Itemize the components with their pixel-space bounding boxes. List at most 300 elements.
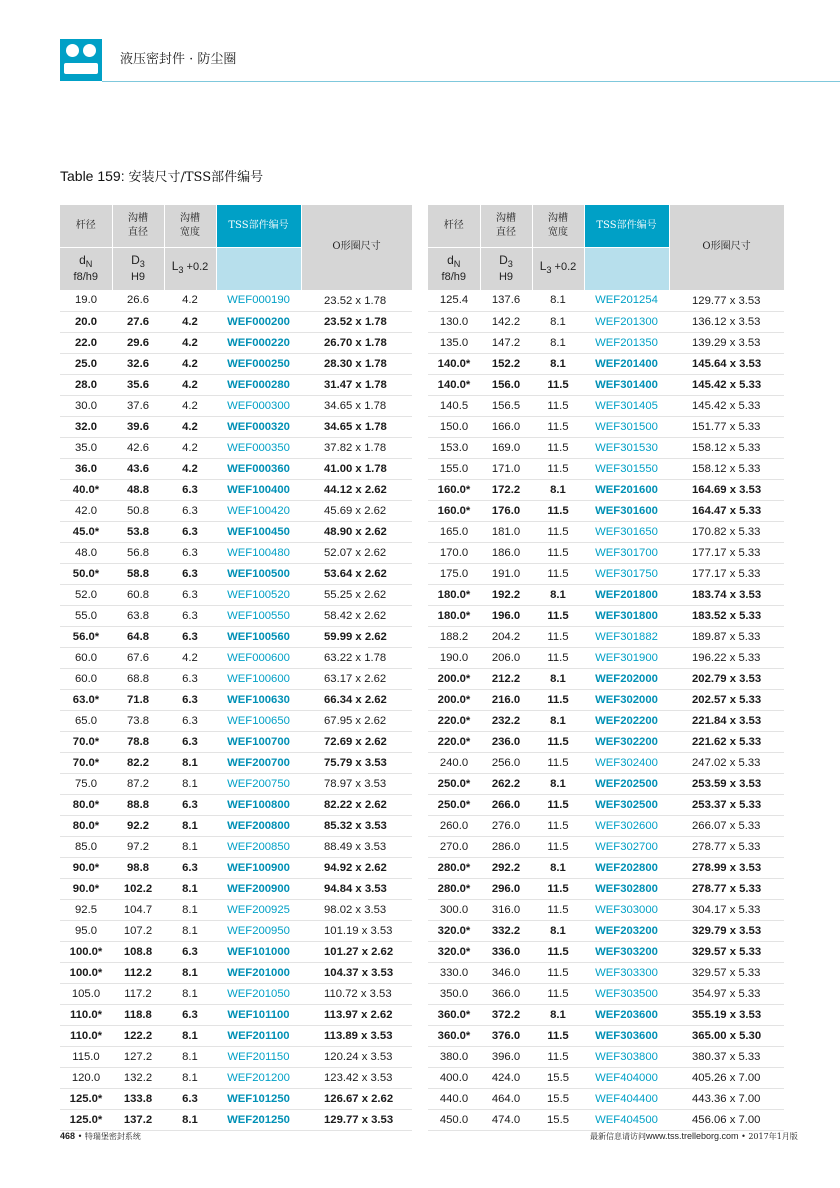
groove-diameter-cell: 42.6 [112,437,164,458]
oring-size-cell: 355.19 x 3.53 [669,1004,784,1025]
rod-diameter-cell: 220.0* [428,710,480,731]
groove-diameter-cell: 29.6 [112,332,164,353]
table-row [428,1067,784,1088]
oring-size-cell: 129.77 x 3.53 [669,290,784,311]
part-number-cell: WEF303000 [584,899,669,920]
groove-diameter-cell: 98.8 [112,857,164,878]
groove-diameter-cell: 152.2 [480,353,532,374]
groove-diameter-cell: 58.8 [112,563,164,584]
part-number-cell: WEF101000 [216,941,301,962]
rod-diameter-cell: 110.0* [60,1025,112,1046]
rod-diameter-cell: 240.0 [428,752,480,773]
rod-diameter-cell: 280.0* [428,857,480,878]
rod-diameter-cell: 320.0* [428,941,480,962]
oring-size-cell: 365.00 x 5.30 [669,1025,784,1046]
table-row [428,584,784,605]
rod-diameter-cell: 400.0 [428,1067,480,1088]
groove-width-cell: 8.1 [532,857,584,878]
oring-size-cell: 443.36 x 7.00 [669,1088,784,1109]
groove-diameter-cell: 37.6 [112,395,164,416]
rod-diameter-cell: 63.0* [60,689,112,710]
groove-width-cell: 4.2 [164,437,216,458]
part-number-cell: WEF201300 [584,311,669,332]
groove-diameter-cell: 366.0 [480,983,532,1004]
groove-width-cell: 11.5 [532,374,584,395]
part-number-cell: WEF201000 [216,962,301,983]
part-number-cell: WEF201050 [216,983,301,1004]
table-row [428,878,784,899]
oring-size-cell: 63.17 x 2.62 [301,668,412,689]
groove-diameter-cell: 108.8 [112,941,164,962]
oring-size-cell: 75.79 x 3.53 [301,752,412,773]
table-row [60,773,412,794]
table-row [60,290,412,311]
table-row [428,521,784,542]
rod-diameter-cell: 60.0 [60,647,112,668]
groove-width-cell: 6.3 [164,626,216,647]
oring-size-cell: 221.84 x 3.53 [669,710,784,731]
rod-diameter-cell: 160.0* [428,479,480,500]
oring-size-cell: 354.97 x 5.33 [669,983,784,1004]
table-row [60,941,412,962]
table-row [60,710,412,731]
part-number-cell: WEF202200 [584,710,669,731]
oring-size-cell: 85.32 x 3.53 [301,815,412,836]
groove-width-cell: 8.1 [532,584,584,605]
groove-width-cell: 11.5 [532,437,584,458]
part-number-cell: WEF201350 [584,332,669,353]
table-row [428,458,784,479]
oring-size-cell: 329.57 x 5.33 [669,941,784,962]
col-tss-blank [216,248,301,291]
part-number-cell: WEF404400 [584,1088,669,1109]
part-number-cell: WEF100450 [216,521,301,542]
rod-diameter-cell: 320.0* [428,920,480,941]
oring-size-cell: 158.12 x 5.33 [669,437,784,458]
oring-size-cell: 278.99 x 3.53 [669,857,784,878]
part-number-cell: WEF301900 [584,647,669,668]
oring-size-cell: 151.77 x 5.33 [669,416,784,437]
table-caption [60,166,263,185]
part-number-cell: WEF100900 [216,857,301,878]
groove-width-cell: 8.1 [164,773,216,794]
groove-diameter-cell: 137.6 [480,290,532,311]
col-l3-symbol: $L_3 +0.2$ [164,248,216,291]
groove-width-cell: 11.5 [532,689,584,710]
rod-diameter-cell: 50.0* [60,563,112,584]
oring-size-cell: 123.42 x 3.53 [301,1067,412,1088]
table-row [60,395,412,416]
table-row [60,920,412,941]
groove-width-cell: 8.1 [164,1025,216,1046]
rod-diameter-cell: 360.0* [428,1025,480,1046]
groove-width-cell: 6.3 [164,521,216,542]
oring-size-cell: 189.87 x 5.33 [669,626,784,647]
groove-width-cell: 11.5 [532,941,584,962]
groove-diameter-cell: 73.8 [112,710,164,731]
rod-diameter-cell: 360.0* [428,1004,480,1025]
groove-width-cell: 6.3 [164,857,216,878]
groove-diameter-cell: 336.0 [480,941,532,962]
table-row [428,1046,784,1067]
part-number-cell: WEF202800 [584,857,669,878]
oring-size-cell: 55.25 x 2.62 [301,584,412,605]
groove-diameter-cell: 464.0 [480,1088,532,1109]
table-row [60,1046,412,1067]
table-row [60,500,412,521]
groove-width-cell: 8.1 [164,878,216,899]
rod-diameter-cell: 32.0 [60,416,112,437]
oring-size-cell: 31.47 x 1.78 [301,374,412,395]
table-row [428,395,784,416]
rod-diameter-cell: 92.5 [60,899,112,920]
oring-size-cell: 94.84 x 3.53 [301,878,412,899]
part-number-cell: WEF301800 [584,605,669,626]
oring-size-cell: 78.97 x 3.53 [301,773,412,794]
rod-diameter-cell: 440.0 [428,1088,480,1109]
oring-size-cell: 145.42 x 5.33 [669,395,784,416]
groove-diameter-cell: 191.0 [480,563,532,584]
part-number-cell: WEF000280 [216,374,301,395]
oring-size-cell: 405.26 x 7.00 [669,1067,784,1088]
groove-diameter-cell: 127.2 [112,1046,164,1067]
groove-width-cell: 11.5 [532,752,584,773]
groove-width-cell: 6.3 [164,731,216,752]
installation-table-right [428,205,785,1131]
part-number-cell: WEF301600 [584,500,669,521]
groove-diameter-cell: 63.8 [112,605,164,626]
rod-diameter-cell: 100.0* [60,962,112,983]
col-dn-symbol: $d_N$ f8/h9 [428,248,480,291]
groove-width-cell: 4.2 [164,458,216,479]
oring-size-cell: 170.82 x 5.33 [669,521,784,542]
oring-size-cell: 145.42 x 5.33 [669,374,784,395]
table-row [60,605,412,626]
col-oring-size: O形圈尺寸 [669,205,784,290]
groove-diameter-cell: 204.2 [480,626,532,647]
part-number-cell: WEF100420 [216,500,301,521]
table-row [428,374,784,395]
groove-diameter-cell: 48.8 [112,479,164,500]
col-oring-size: O形圈尺寸 [301,205,412,290]
table-row [60,836,412,857]
table-row [60,584,412,605]
rod-diameter-cell: 175.0 [428,563,480,584]
groove-diameter-cell: 171.0 [480,458,532,479]
part-number-cell: WEF000220 [216,332,301,353]
table-row [428,647,784,668]
groove-diameter-cell: 147.2 [480,332,532,353]
rod-diameter-cell: 70.0* [60,752,112,773]
part-number-cell: WEF303600 [584,1025,669,1046]
rod-diameter-cell: 40.0* [60,479,112,500]
groove-diameter-cell: 78.8 [112,731,164,752]
groove-width-cell: 6.3 [164,689,216,710]
rod-diameter-cell: 135.0 [428,332,480,353]
oring-size-cell: 247.02 x 5.33 [669,752,784,773]
table-row [60,479,412,500]
groove-width-cell: 11.5 [532,836,584,857]
groove-diameter-cell: 166.0 [480,416,532,437]
part-number-cell: WEF200700 [216,752,301,773]
part-number-cell: WEF200925 [216,899,301,920]
page-number: 468 [60,1131,76,1141]
oring-size-cell: 202.79 x 3.53 [669,668,784,689]
groove-width-cell: 11.5 [532,395,584,416]
groove-diameter-cell: 82.2 [112,752,164,773]
oring-size-cell: 94.92 x 2.62 [301,857,412,878]
rod-diameter-cell: 90.0* [60,878,112,899]
groove-width-cell: 8.1 [164,983,216,1004]
part-number-cell: WEF101250 [216,1088,301,1109]
part-number-cell: WEF201600 [584,479,669,500]
table-caption-label: 安装尺寸/TSS部件编号 [128,170,264,185]
part-number-cell: WEF301550 [584,458,669,479]
groove-diameter-cell: 276.0 [480,815,532,836]
groove-width-cell: 6.3 [164,584,216,605]
table-row [428,311,784,332]
groove-diameter-cell: 137.2 [112,1109,164,1130]
part-number-cell: WEF302400 [584,752,669,773]
groove-width-cell: 11.5 [532,626,584,647]
oring-size-cell: 72.69 x 2.62 [301,731,412,752]
part-number-cell: WEF200850 [216,836,301,857]
rod-diameter-cell: 220.0* [428,731,480,752]
col-d3-symbol: $D_3$ H9 [112,248,164,291]
footer-url[interactable]: www.tss.trelleborg.com [646,1131,739,1141]
part-number-cell: WEF201200 [216,1067,301,1088]
oring-size-cell: 34.65 x 1.78 [301,395,412,416]
oring-size-cell: 59.99 x 2.62 [301,626,412,647]
groove-width-cell: 11.5 [532,1025,584,1046]
groove-diameter-cell: 117.2 [112,983,164,1004]
rod-diameter-cell: 25.0 [60,353,112,374]
table-row [428,290,784,311]
table-row [428,899,784,920]
table-row [60,311,412,332]
col-d3-symbol: $D_3$ H9 [480,248,532,291]
groove-width-cell: 8.1 [532,710,584,731]
groove-diameter-cell: 88.8 [112,794,164,815]
groove-diameter-cell: 232.2 [480,710,532,731]
part-number-cell: WEF301700 [584,542,669,563]
part-number-cell: WEF302500 [584,794,669,815]
oring-size-cell: 44.12 x 2.62 [301,479,412,500]
rod-diameter-cell: 125.4 [428,290,480,311]
part-number-cell: WEF000350 [216,437,301,458]
oring-size-cell: 329.79 x 3.53 [669,920,784,941]
groove-diameter-cell: 118.8 [112,1004,164,1025]
oring-size-cell: 221.62 x 5.33 [669,731,784,752]
table-row [428,815,784,836]
col-rod-diameter: 杆径 [428,205,480,248]
groove-width-cell: 15.5 [532,1109,584,1130]
groove-width-cell: 4.2 [164,416,216,437]
groove-diameter-cell: 292.2 [480,857,532,878]
rod-diameter-cell: 19.0 [60,290,112,311]
part-number-cell: WEF000600 [216,647,301,668]
groove-diameter-cell: 316.0 [480,899,532,920]
oring-size-cell: 278.77 x 5.33 [669,878,784,899]
col-tss-blank [584,248,669,291]
table-row [60,542,412,563]
table-row [60,752,412,773]
rod-diameter-cell: 115.0 [60,1046,112,1067]
rod-diameter-cell: 170.0 [428,542,480,563]
oring-size-cell: 58.42 x 2.62 [301,605,412,626]
groove-width-cell: 4.2 [164,311,216,332]
groove-width-cell: 6.3 [164,668,216,689]
part-number-cell: WEF201250 [216,1109,301,1130]
rod-diameter-cell: 35.0 [60,437,112,458]
part-number-cell: WEF100800 [216,794,301,815]
groove-diameter-cell: 256.0 [480,752,532,773]
table-row [428,353,784,374]
groove-diameter-cell: 133.8 [112,1088,164,1109]
groove-width-cell: 11.5 [532,899,584,920]
groove-width-cell: 8.1 [532,1004,584,1025]
table-row [60,332,412,353]
groove-diameter-cell: 156.0 [480,374,532,395]
groove-diameter-cell: 102.2 [112,878,164,899]
table-row [428,332,784,353]
rod-diameter-cell: 28.0 [60,374,112,395]
groove-width-cell: 6.3 [164,941,216,962]
groove-diameter-cell: 186.0 [480,542,532,563]
groove-diameter-cell: 332.2 [480,920,532,941]
groove-width-cell: 6.3 [164,1088,216,1109]
rod-diameter-cell: 140.0* [428,374,480,395]
col-tss-part-number: TSS部件编号 [216,205,301,248]
groove-width-cell: 4.2 [164,290,216,311]
part-number-cell: WEF302200 [584,731,669,752]
rod-diameter-cell: 165.0 [428,521,480,542]
col-groove-width: 沟槽 宽度 [164,205,216,248]
groove-diameter-cell: 27.6 [112,311,164,332]
col-groove-diameter: 沟槽 直径 [480,205,532,248]
header-divider [102,81,840,82]
oring-size-cell: 113.89 x 3.53 [301,1025,412,1046]
groove-diameter-cell: 156.5 [480,395,532,416]
groove-diameter-cell: 169.0 [480,437,532,458]
groove-diameter-cell: 176.0 [480,500,532,521]
groove-diameter-cell: 53.8 [112,521,164,542]
table-row [428,773,784,794]
part-number-cell: WEF301500 [584,416,669,437]
groove-width-cell: 15.5 [532,1088,584,1109]
groove-diameter-cell: 60.8 [112,584,164,605]
groove-diameter-cell: 132.2 [112,1067,164,1088]
part-number-cell: WEF404000 [584,1067,669,1088]
part-number-cell: WEF301405 [584,395,669,416]
table-row [428,710,784,731]
rod-diameter-cell: 450.0 [428,1109,480,1130]
oring-size-cell: 110.72 x 3.53 [301,983,412,1004]
rod-diameter-cell: 160.0* [428,500,480,521]
part-number-cell: WEF200950 [216,920,301,941]
oring-size-cell: 34.65 x 1.78 [301,416,412,437]
oring-size-cell: 253.59 x 3.53 [669,773,784,794]
groove-diameter-cell: 26.6 [112,290,164,311]
oring-size-cell: 164.47 x 5.33 [669,500,784,521]
groove-diameter-cell: 236.0 [480,731,532,752]
table-row [60,1109,412,1130]
part-number-cell: WEF100480 [216,542,301,563]
rod-diameter-cell: 48.0 [60,542,112,563]
part-number-cell: WEF302600 [584,815,669,836]
oring-size-cell: 23.52 x 1.78 [301,290,412,311]
trelleborg-logo [60,39,102,81]
footer-info-prefix: 最新信息请访问 [590,1132,646,1141]
groove-width-cell: 15.5 [532,1067,584,1088]
groove-width-cell: 6.3 [164,479,216,500]
oring-size-cell: 164.69 x 3.53 [669,479,784,500]
table-row [428,626,784,647]
part-number-cell: WEF303800 [584,1046,669,1067]
groove-width-cell: 11.5 [532,563,584,584]
part-number-cell: WEF100500 [216,563,301,584]
groove-diameter-cell: 181.0 [480,521,532,542]
groove-diameter-cell: 266.0 [480,794,532,815]
rod-diameter-cell: 330.0 [428,962,480,983]
oring-size-cell: 129.77 x 3.53 [301,1109,412,1130]
oring-size-cell: 456.06 x 7.00 [669,1109,784,1130]
groove-diameter-cell: 64.8 [112,626,164,647]
rod-diameter-cell: 188.2 [428,626,480,647]
part-number-cell: WEF404500 [584,1109,669,1130]
oring-size-cell: 145.64 x 3.53 [669,353,784,374]
table-row [60,374,412,395]
table-row [428,857,784,878]
table-row [60,563,412,584]
table-row [428,479,784,500]
col-l3-symbol: $L_3 +0.2$ [532,248,584,291]
groove-diameter-cell: 192.2 [480,584,532,605]
part-number-cell: WEF301530 [584,437,669,458]
part-number-cell: WEF201400 [584,353,669,374]
rod-diameter-cell: 300.0 [428,899,480,920]
groove-diameter-cell: 262.2 [480,773,532,794]
groove-width-cell: 11.5 [532,542,584,563]
part-number-cell: WEF203600 [584,1004,669,1025]
table-row [60,647,412,668]
table-row [60,689,412,710]
table-row [60,1025,412,1046]
oring-size-cell: 52.07 x 2.62 [301,542,412,563]
footer-company: • 特瑞堡密封系统 [75,1132,141,1141]
groove-width-cell: 6.3 [164,605,216,626]
groove-diameter-cell: 43.6 [112,458,164,479]
oring-size-cell: 158.12 x 5.33 [669,458,784,479]
part-number-cell: WEF301750 [584,563,669,584]
groove-diameter-cell: 372.2 [480,1004,532,1025]
part-number-cell: WEF000200 [216,311,301,332]
groove-width-cell: 11.5 [532,731,584,752]
rod-diameter-cell: 110.0* [60,1004,112,1025]
rod-diameter-cell: 85.0 [60,836,112,857]
groove-width-cell: 4.2 [164,332,216,353]
groove-width-cell: 4.2 [164,353,216,374]
rod-diameter-cell: 140.5 [428,395,480,416]
part-number-cell: WEF302700 [584,836,669,857]
groove-width-cell: 11.5 [532,647,584,668]
oring-size-cell: 28.30 x 1.78 [301,353,412,374]
footer-info [590,1131,798,1142]
groove-diameter-cell: 92.2 [112,815,164,836]
groove-width-cell: 11.5 [532,458,584,479]
rod-diameter-cell: 180.0* [428,584,480,605]
rod-diameter-cell: 200.0* [428,668,480,689]
